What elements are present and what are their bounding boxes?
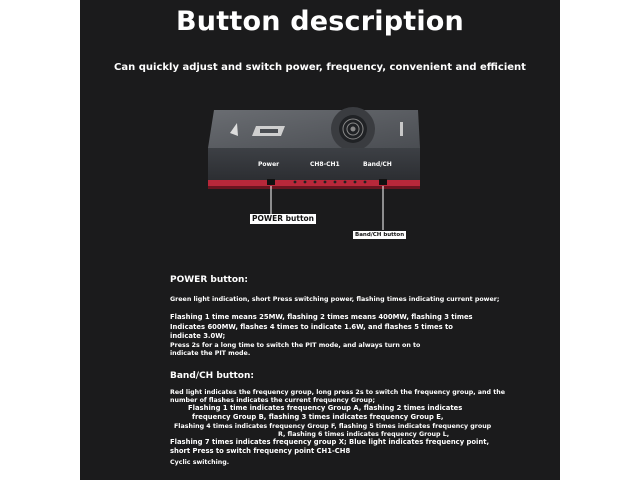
band-line-4: frequency Group B, flashing 3 times indicates frequency Group E, <box>192 413 444 421</box>
band-line-5: Flashing 4 times indicates frequency Group F, flashing 5 times indicates frequency group <box>174 423 492 430</box>
vtx-device-illustration <box>80 0 560 250</box>
band-button-callout: Band/CH button <box>355 232 405 238</box>
power-line-4: Press 2s for a long time to switch the PIT mode, and always turn on to <box>170 342 421 349</box>
band-line-3: Flashing 1 time indicates frequency Group A, flashing 2 times indicates <box>188 404 463 412</box>
power-line-2: Indicates 600MW, flashes 4 times to indicate 1.6W, and flashes 5 times to <box>170 323 453 331</box>
power-intro: Green light indication, short Press switching power, flashing times indicating current power; <box>170 296 500 303</box>
power-line-3: indicate 3.0W; <box>170 332 226 340</box>
power-button-callout: POWER button <box>252 214 315 223</box>
power-section-title: POWER button: <box>170 275 249 285</box>
band-line-1: Red light indicates the frequency group, long press 2s to switch the frequency group, and the <box>170 389 505 396</box>
channels-label: CH8-CH1 <box>310 161 340 168</box>
band-line-2: number of flashes indicates the current frequency Group; <box>170 397 376 404</box>
band-button-icon <box>379 179 387 185</box>
band-label: Band/CH <box>363 161 392 168</box>
side-mark-icon <box>400 122 403 136</box>
brand-logo-icon <box>252 126 285 136</box>
page-subtitle: Can quickly adjust and switch power, frequency, convenient and efficient <box>114 62 526 73</box>
power-label: Power <box>258 161 280 168</box>
power-line-5: indicate the PIT mode. <box>170 350 251 357</box>
device-top-face <box>208 110 420 148</box>
band-section-title: Band/CH button: <box>170 371 254 381</box>
page-title: Button description <box>176 6 464 37</box>
band-line-8: short Press to switch frequency point CH1-CH8 <box>170 447 351 455</box>
product-panel <box>80 0 560 480</box>
band-line-9: Cyclic switching. <box>170 459 230 466</box>
band-line-6: R, flashing 6 times indicates frequency Group L, <box>278 431 450 438</box>
power-button-icon <box>267 179 275 185</box>
power-line-1: Flashing 1 time means 25MW, flashing 2 times means 400MW, flashing 3 times <box>170 313 473 321</box>
band-line-7: Flashing 7 times indicates frequency group X; Blue light indicates frequency point, <box>170 438 490 446</box>
fan-icon <box>331 107 375 151</box>
